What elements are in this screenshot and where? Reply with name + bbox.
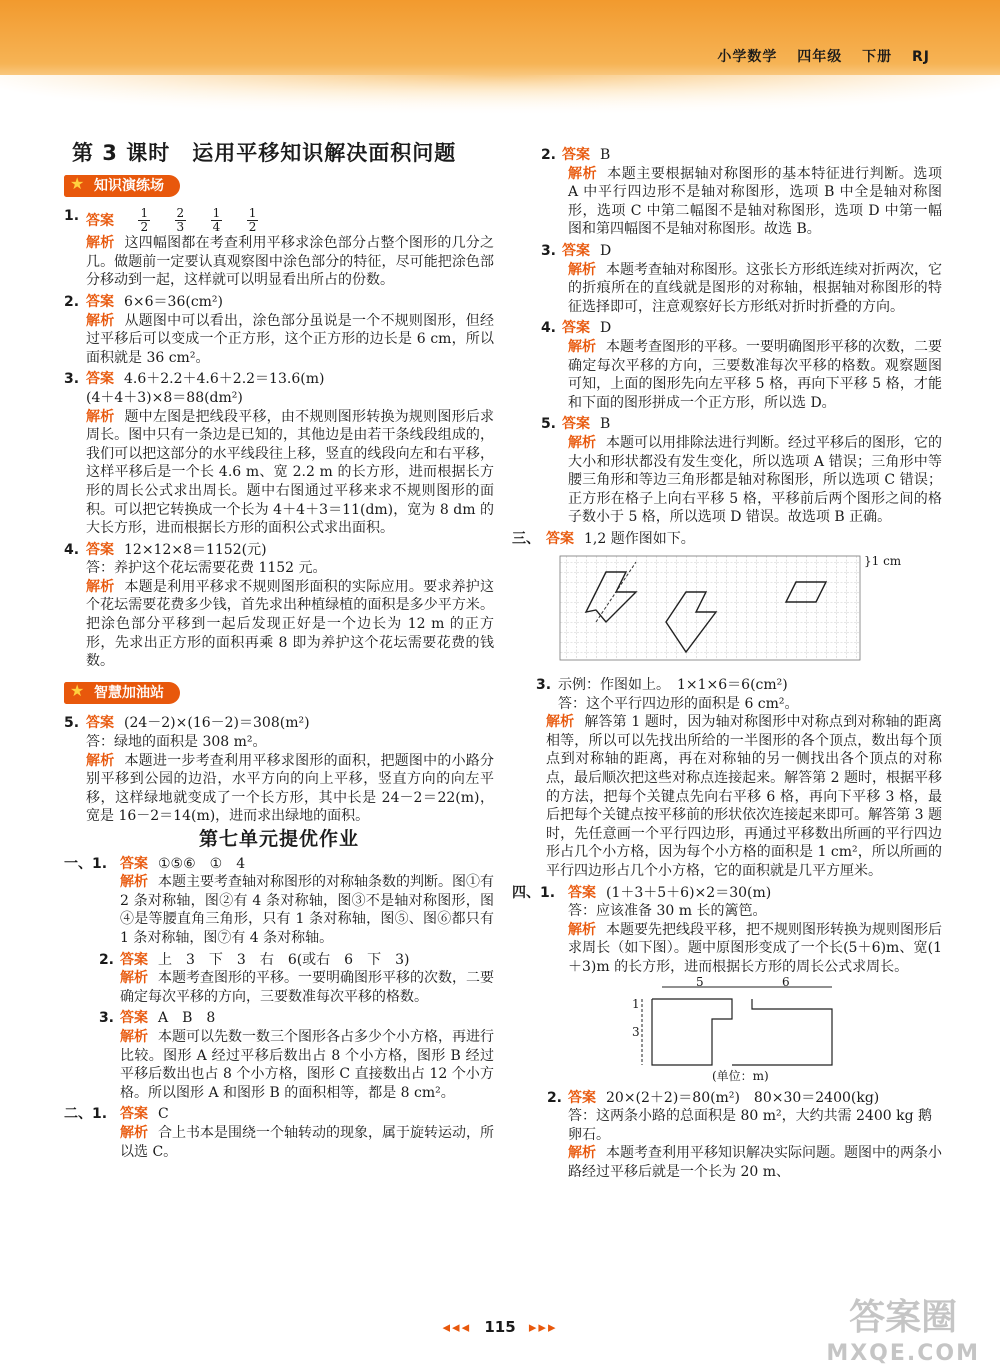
section-banner-practice: ★ 知识演练场 [64, 175, 180, 198]
answer-text: 4.6＋2.2＋4.6＋2.2＝13.6(m) [124, 371, 325, 388]
question-number: 4. [64, 541, 80, 558]
question-number: 3. [536, 677, 552, 694]
next-arrows-icon: ▸▸▸ [528, 1318, 558, 1336]
right-column [512, 146, 942, 1185]
answer-text: C [158, 1106, 169, 1123]
answer-text: 20×(2＋2)＝80(m²) 80×30＝2400(kg) [606, 1089, 880, 1106]
section-2-question-5 [512, 415, 942, 527]
analysis-tag: 解析 [86, 408, 115, 425]
page-number: 115 [484, 1318, 516, 1336]
question-3 [64, 370, 494, 537]
answer-tag: 答案 [86, 293, 114, 310]
analysis-text: 本题考查利用平移知识解决实际问题。题图中的两条小路经过平移后就是一个长为 20 m、 [568, 1145, 942, 1180]
lesson-title: 第 3 课时 运用平移知识解决面积问题 [72, 141, 457, 165]
answer-tag: 答案 [562, 416, 590, 433]
analysis-text: 解答第 1 题时，因为轴对称图形中对称点到对称轴的距离相等，所以可以先找出所给的一半图形的各个顶点，数出每个顶点到对称轴的距离，再在对称轴的另一侧找出各个顶点的对称点，最后顺次把这些对称点连接起来。解答第 2 题时，根据平移的方法，把每个关键点先向右平移 6 格，再向下平移 3 格，最后把每个关键点按平移前的形状依次连接起来即可。解答第 3 题时，先任意画一个平行四边形，再通过平移数出所画的平行四边形占几个小方格，因为每个小方格的面积是 1 cm²，所以所画的平行四边形占几个小方格，它的面积就是几平方厘米。 [546, 714, 942, 879]
answer-tag: 答案 [86, 715, 114, 732]
question-number: 5. [540, 416, 556, 433]
question-number: 3. [540, 242, 556, 259]
section-4-question-2 [512, 1089, 942, 1182]
answer-tag: 答案 [562, 242, 590, 259]
question-number: 1. [64, 208, 80, 225]
answer-text: B [600, 147, 611, 163]
answer-text: 上 3 下 3 右 6(或右 6 下 3) [158, 951, 410, 968]
grade: 四年级 [797, 49, 843, 65]
section-2-question-4 [512, 319, 942, 412]
answer-tag: 答案 [562, 320, 590, 337]
answer-text-2: 答：应该准备 30 m 长的篱笆。 [568, 903, 767, 920]
section-number: 三、 [512, 530, 540, 547]
dim-label-b: 6 [782, 974, 790, 989]
question-number: 3. [64, 371, 80, 388]
analysis-tag: 解析 [86, 235, 115, 252]
question-5 [64, 714, 494, 826]
answer-tag: 答案 [568, 1089, 596, 1106]
fraction: $\frac{1}{4}$ [212, 206, 221, 235]
question-number: 2. [98, 951, 114, 968]
analysis-tag: 解析 [568, 338, 596, 355]
book-meta [703, 46, 930, 66]
answer-text-2: (4＋4＋3)×8＝88(dm²) [86, 389, 243, 406]
left-column [64, 140, 494, 1164]
grid-drawing [556, 552, 886, 664]
analysis-tag: 解析 [568, 165, 598, 182]
question-2 [64, 293, 494, 367]
analysis-text: 本题考查图形的平移。一要明确图形平移的次数，二要确定每次平移的方向，三要数准每次平移的格数。观察题图可知，上面的图形先向左平移 5 格，再向下平移 5 格，才能和下面的图形拼成一个正方形，所以选 D。 [568, 338, 942, 411]
section-4-question-1 [512, 884, 942, 1083]
answer-text-2: 答：绿地的面积是 308 m²。 [86, 734, 267, 751]
analysis-tag: 解析 [86, 312, 115, 329]
analysis-tag: 解析 [568, 921, 596, 938]
section-3 [512, 530, 942, 881]
answer-text: 12×12×8＝1152(元) [124, 541, 267, 558]
section-2-question-3 [512, 242, 942, 316]
analysis-text: 这四幅图都在考查利用平移求涂色部分占整个图形的几分之几。做题前一定要认真观察图中涂色部分的特征，尽可能把涂色部分移动到一起，这样就可以明显看出所占的份数。 [86, 235, 495, 289]
answer-text-2: 答：这个平行四边形的面积是 6 cm²。 [558, 695, 799, 712]
prev-arrows-icon: ◂◂◂ [442, 1318, 472, 1336]
question-number: 2. [64, 293, 80, 310]
analysis-text: 本题考查图形的平移。一要明确图形平移的次数，二要确定每次平移的方向，三要数准每次平移的格数。 [120, 970, 494, 1005]
fraction: $\frac{1}{2}$ [140, 206, 149, 235]
question-4 [64, 541, 494, 671]
edition: RJ [912, 49, 930, 65]
watermark: 答案圈 MXQE.COM [826, 1297, 980, 1366]
grid-figure [556, 552, 942, 670]
question-number: 二、1. [64, 1106, 108, 1123]
unit-label: (单位：m) [712, 1068, 769, 1083]
fence-drawing [632, 981, 852, 1069]
analysis-text: 本题主要考查轴对称图形的对称轴条数的判断。图①有 2 条对称轴，图②有 4 条对称轴，图③不是轴对称图形，图④是等腰直角三角形，只有 1 条对称轴，图⑤、图⑥都只有 1 条对称轴，图⑦有 4 条对称轴。 [120, 874, 494, 946]
fraction: $\frac{1}{2}$ [248, 206, 257, 235]
analysis-tag: 解析 [568, 261, 596, 278]
unit-title: 第七单元提优作业 [198, 828, 359, 850]
analysis-tag: 解析 [86, 578, 115, 595]
answer-text: ①⑤⑥ ① 4 [158, 855, 246, 872]
section-banner-wisdom: ★ 智慧加油站 [64, 682, 180, 705]
analysis-tag: 解析 [86, 752, 115, 769]
answer-tag: 答案 [120, 855, 148, 872]
analysis-text: 本题要先把线段平移，把不规则图形转换为规则图形后求周长（如下图）。题中原图形变成了一个长(5＋6)m、宽(1＋3)m 的长方形，进而根据长方形的周长公式求周长。 [568, 921, 942, 975]
analysis-text: 本题主要根据轴对称图形的基本特征进行判断。选项 A 中平行四边形不是轴对称图形，选项 B 中全是轴对称图形，选项 C 中第二幅图不是轴对称图形，选项 D 中第一幅图和第四幅图不是轴对称图形。故选 B。 [568, 165, 943, 238]
analysis-text: 本题可以先数一数三个图形各占多少个小方格，再进行比较。图形 A 经过平移后数出占 8 个小方格，图形 B 经过平移后数出也占 8 个小方格，图形 C 直接数出占 12 个小方格。所以图形 A 和图形 B 的面积相等，都是 8 cm²。 [120, 1028, 494, 1101]
answer-text: 示例：作图如上。 1×1×6＝6(cm²) [558, 677, 788, 694]
answer-text: 1,2 题作图如下。 [584, 530, 695, 547]
dim-label-d: 3 [632, 1024, 640, 1039]
fence-figure [632, 974, 942, 1083]
analysis-tag: 解析 [546, 714, 575, 731]
analysis-tag: 解析 [568, 1145, 596, 1162]
answer-tag: 答案 [120, 1010, 148, 1027]
subject: 小学数学 [717, 49, 778, 65]
dim-label-c: 1 [632, 996, 640, 1011]
analysis-text: 本题进一步考查利用平移求图形的面积，把题图中的小路分别平移到公园的边沿，水平方向的向上平移，竖直方向的向左平移，这样绿地就变成了一个长方形，其中长是 24－2＝22(m)，宽是 16－2＝14(m)，进而求出绿地的面积。 [86, 752, 495, 825]
answer-tag: 答案 [562, 147, 590, 163]
answer-tag: 答案 [546, 530, 574, 547]
question-number: 2. [546, 1089, 562, 1106]
fraction: $\frac{2}{3}$ [176, 206, 185, 235]
analysis-text: 从题图中可以看出，涂色部分虽说是一个不规则图形，但经过平移后可以变成一个正方形，这个正方形的边长是 6 cm，所以面积就是 36 cm²。 [86, 312, 495, 366]
section-2-question-1 [64, 1105, 494, 1161]
answer-text-2: 答：这两条小路的总面积是 80 m²，大约共需 2400 kg 鹅卵石。 [568, 1108, 933, 1143]
answer-tag: 答案 [86, 541, 114, 558]
answer-text: D [600, 320, 612, 337]
answer-text: (1＋3＋5＋6)×2＝30(m) [606, 884, 772, 901]
question-number: 2. [540, 147, 556, 163]
section-2-question-2 [512, 146, 942, 239]
section-1-question-3 [64, 1009, 494, 1102]
grid-unit-label: }1 cm [864, 554, 902, 569]
answer-text-2: 答：养护这个花坛需要花费 1152 元。 [86, 560, 327, 577]
analysis-text: 本题是利用平移求不规则图形面积的实际应用。要求养护这个花坛需要花费多少钱，首先求出种植绿植的面积是多少平方米。把涂色部分平移到一起后发现正好是一个边长为 12 m 的正方形，先求出正方形的面积再乘 8 即为养护这个花坛需要花费的钱数。 [86, 578, 495, 670]
analysis-tag: 解析 [568, 434, 596, 451]
question-number: 四、1. [512, 884, 556, 901]
section-1-question-1 [64, 855, 494, 948]
question-number: 4. [540, 320, 556, 337]
section-1-question-2 [64, 951, 494, 1007]
analysis-tag: 解析 [120, 1124, 148, 1141]
analysis-text: 题中左图是把线段平移，由不规则图形转换为规则图形后求周长。图中只有一条边是已知的，其他边是由若干条线段组成的，我们可以把这部分的水平线段往上移，竖直的线段向左和右平移，这样平移后是一个长 4.6 m、宽 2.2 m 的长方形，进而根据长方形的周长公式求出周长。题中右图通过平移来求不规则图形的面积。可以把它转换成一个长为 4＋4＋3＝11(dm)，宽为 8 dm 的大长方形，进而根据长方形的面积公式求出面积。 [86, 408, 495, 537]
answer-text: 6×6＝36(cm²) [124, 293, 224, 310]
answer-tag: 答案 [568, 884, 596, 901]
analysis-text: 本题可以用排除法进行判断。经过平移后的图形，它的大小和形状都没有发生变化，所以选项 A 错误；三角形中等腰三角形和等边三角形都是轴对称图形，所以选项 C 错误；正方形在格子上向右平移 5 格，平移前后两个图形之间的格子数小于 5 格，所以选项 D 错误。故选项 B 正确。 [568, 434, 942, 526]
answer-text: B [600, 416, 611, 433]
question-1 [64, 207, 494, 290]
question-number: 3. [98, 1010, 114, 1027]
analysis-tag: 解析 [120, 874, 148, 891]
dim-label-a: 5 [696, 974, 704, 989]
answer-text: D [600, 242, 612, 259]
answer-tag: 答案 [86, 371, 114, 388]
analysis-text: 本题考查轴对称图形。这张长方形纸连续对折两次，它的折痕所在的直线就是图形的对称轴，根据轴对称图形的特征选择即可，注意观察好长方形纸对折时折叠的方向。 [568, 261, 942, 315]
answer-text: A B 8 [158, 1010, 216, 1027]
question-number: 一、1. [64, 855, 108, 872]
question-number: 5. [64, 715, 80, 732]
analysis-tag: 解析 [120, 970, 148, 987]
analysis-tag: 解析 [120, 1028, 148, 1045]
answer-tag: 答案 [86, 212, 114, 229]
answer-tag: 答案 [120, 951, 148, 968]
analysis-text: 合上书本是围绕一个轴转动的现象，属于旋转运动，所以选 C。 [120, 1124, 494, 1160]
term: 下册 [862, 49, 893, 65]
answer-tag: 答案 [120, 1106, 148, 1123]
answer-text: (24－2)×(16－2)＝308(m²) [124, 715, 310, 732]
